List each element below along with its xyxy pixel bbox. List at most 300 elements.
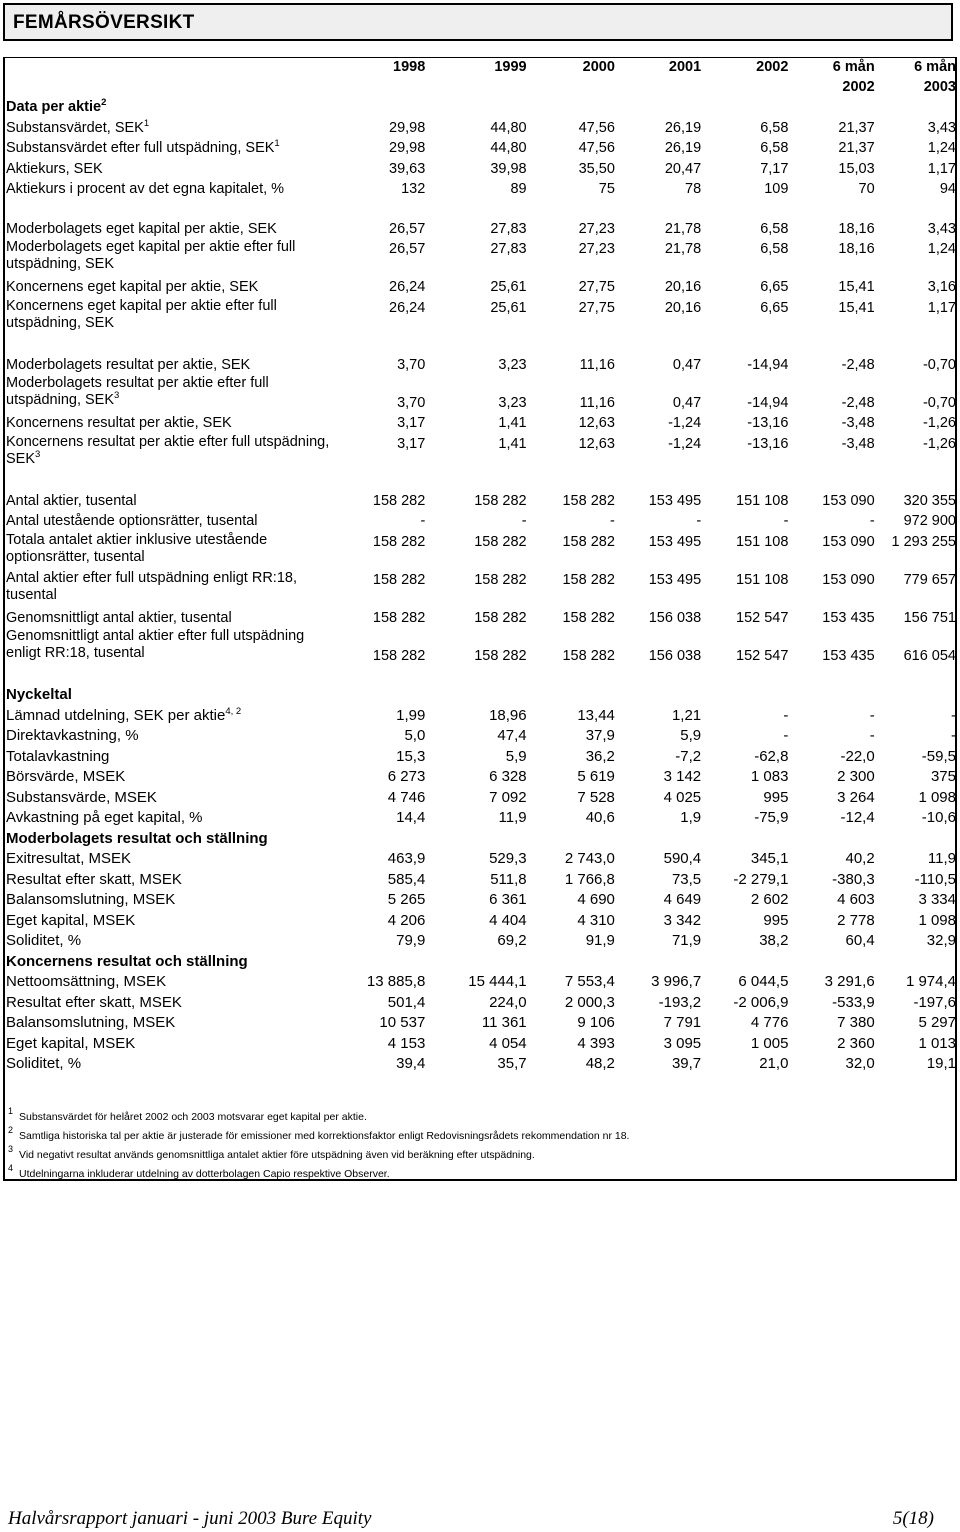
cell-value: 25,61: [490, 279, 527, 295]
page-title: FEMÅRSÖVERSIKT: [13, 12, 195, 33]
cell-value: -14,94: [747, 356, 789, 373]
cell-value: 5,0: [404, 727, 426, 744]
cell-value: 1 083: [750, 768, 789, 785]
cell-value: 3 334: [918, 891, 956, 908]
cell-value: 21,78: [664, 241, 702, 257]
footnote: [8, 1108, 948, 1127]
column-header-line2: 2002: [842, 79, 875, 95]
spacer-row: [6, 666, 956, 685]
cell-value: 18,96: [489, 706, 527, 724]
cell-value: 18,16: [838, 241, 875, 257]
cell-value: 1,99: [396, 706, 426, 724]
footnote-text: Substansvärdet för helåret 2002 och 2003 motsvarar eget kapital per aktie.: [19, 1111, 367, 1123]
cell-value: 3,23: [498, 356, 527, 373]
cell-value: 153 495: [648, 492, 702, 509]
table-row: [6, 1054, 956, 1075]
cell-value: -12,4: [840, 809, 875, 826]
row-label-text: Moderbolagets eget kapital per aktie efter full utspädning, SEK: [6, 239, 296, 272]
cell-value: 18,16: [838, 220, 875, 237]
row-label-text: Aktiekurs, SEK: [6, 160, 103, 177]
row-label: [6, 608, 346, 629]
cell-value: 152 547: [736, 648, 789, 664]
row-label: [6, 532, 346, 570]
row-label: [6, 413, 346, 434]
cell-value: 5 265: [387, 891, 426, 908]
column-header-line1: 6 mån: [914, 59, 956, 75]
cell-value: 11,9: [927, 850, 956, 867]
footnote-number: 4: [8, 1163, 14, 1173]
cell-value: 12,63: [578, 415, 615, 431]
row-label-text: Eget kapital, MSEK: [6, 911, 136, 929]
table-row: [6, 491, 956, 512]
cell-value: -2,48: [841, 356, 875, 373]
cell-value: 29,98: [389, 140, 426, 156]
row-label-text: Moderbolagets resultat per aktie efter full utspädning, SEK: [6, 375, 269, 408]
row-label: [6, 972, 346, 993]
cell-value: -: [869, 727, 875, 744]
footnote-text: Vid negativt resultat används genomsnittliga antalet aktier före utspädning även vid beräkning efter utspädning.: [19, 1149, 535, 1161]
row-label: [6, 747, 346, 768]
cell-value: 26,19: [664, 119, 702, 136]
table-row: [6, 298, 956, 336]
cell-value: 151 108: [736, 533, 789, 550]
cell-value: 501,4: [387, 993, 426, 1011]
cell-value: 1,24: [927, 241, 956, 257]
cell-value: 38,2: [759, 932, 789, 949]
cell-value: 0,47: [672, 395, 702, 411]
cell-value: 4 404: [489, 911, 527, 929]
cell-value: 1,17: [927, 160, 956, 177]
cell-value: -: [420, 513, 426, 529]
footnote-text: Utdelningarna inkluderar utdelning av dotterbolagen Capio respektive Observer.: [19, 1168, 390, 1180]
cell-value: 1,21: [671, 706, 702, 724]
section-heading: [6, 97, 956, 118]
cell-value: 1,24: [927, 140, 956, 156]
table-row: [6, 219, 956, 240]
cell-value: 4 746: [387, 788, 426, 806]
section-heading: [6, 685, 956, 706]
cell-value: 26,57: [389, 241, 426, 257]
footnote-ref: 2: [101, 97, 107, 109]
cell-value: -10,6: [921, 809, 956, 826]
cell-value: 2 743,0: [564, 850, 615, 867]
cell-value: 3 095: [663, 1034, 702, 1052]
cell-value: -: [696, 513, 702, 529]
section-heading-text: Data per aktie: [6, 99, 102, 115]
footnote-ref: 3: [114, 390, 120, 402]
cell-value: 37,9: [585, 727, 615, 744]
cell-value: 19,1: [926, 1055, 956, 1072]
cell-value: 4 690: [577, 891, 615, 908]
cell-value: -13,16: [747, 415, 789, 431]
cell-value: -1,26: [922, 435, 956, 452]
cell-value: 2 778: [837, 911, 875, 929]
row-label: [6, 179, 346, 200]
cell-value: -3,48: [841, 435, 875, 452]
table-row: [6, 706, 956, 727]
spacer-row: [6, 336, 956, 355]
row-label-text: Nettoomsättning, MSEK: [6, 973, 167, 990]
cell-value: 158 282: [474, 492, 527, 509]
cell-value: -2 279,1: [733, 870, 789, 888]
cell-value: -22,0: [840, 747, 875, 765]
cell-value: 70: [858, 181, 875, 197]
spacer: [6, 336, 956, 355]
cell-value: 6,58: [760, 119, 789, 136]
cell-value: 345,1: [750, 850, 789, 867]
cell-value: 11,16: [579, 356, 615, 373]
row-label-text: Substansvärde, MSEK: [6, 788, 157, 806]
column-header: [875, 57, 956, 97]
row-label: [6, 706, 346, 727]
cell-value: 529,3: [489, 850, 527, 867]
cell-value: -2,48: [841, 395, 875, 411]
column-header: [527, 57, 615, 97]
table-row: [6, 570, 956, 608]
cell-value: -14,94: [747, 395, 789, 411]
cell-value: -: [869, 706, 875, 724]
cell-value: 158 282: [562, 609, 615, 626]
cell-value: 15,41: [838, 279, 875, 295]
table-row: [6, 993, 956, 1014]
cell-value: -0,70: [922, 395, 956, 411]
section-heading-text: Nyckeltal: [6, 686, 72, 703]
cell-value: 3 142: [663, 768, 702, 785]
footnote-ref: 1: [274, 138, 280, 150]
footer-page-number: 5(18): [892, 1508, 934, 1529]
row-label: [6, 993, 346, 1014]
row-label: [6, 849, 346, 870]
cell-value: 995: [763, 788, 789, 806]
column-header: [615, 57, 701, 97]
section-heading-text: Koncernens resultat och ställning: [6, 952, 248, 970]
table-row: [6, 511, 956, 532]
cell-value: 13 885,8: [366, 973, 426, 990]
row-label: [6, 375, 346, 413]
footnotes: [8, 1108, 948, 1184]
row-label: [6, 511, 346, 532]
cell-value: 20,16: [664, 299, 702, 316]
spacer-row: [6, 472, 956, 491]
row-label-text: Antal utestående optionsrätter, tusental: [6, 513, 258, 529]
row-label-text: Substansvärdet, SEK: [6, 119, 144, 136]
cell-value: 153 435: [822, 609, 875, 626]
row-label-text: Resultat efter skatt, MSEK: [6, 870, 182, 888]
column-header-line1: 2000: [582, 59, 615, 75]
cell-value: 26,19: [664, 140, 702, 156]
cell-value: 158 282: [372, 648, 426, 664]
cell-value: 69,2: [497, 932, 527, 949]
cell-value: 4 393: [577, 1034, 615, 1052]
row-label: [6, 298, 346, 336]
row-label: [6, 726, 346, 747]
cell-value: 6 044,5: [738, 973, 789, 990]
row-label-text: Koncernens resultat per aktie efter full utspädning, SEK: [6, 433, 330, 467]
table-row: [6, 118, 956, 139]
cell-value: -193,2: [658, 993, 702, 1011]
cell-value: 158 282: [372, 533, 426, 550]
cell-value: 616 054: [903, 648, 956, 664]
cell-value: 27,23: [578, 241, 615, 257]
section-heading: [6, 829, 956, 850]
footnote-ref: 1: [143, 117, 150, 129]
cell-value: 3,70: [397, 395, 426, 411]
column-header-line1: 2001: [668, 59, 702, 75]
table-row: [6, 277, 956, 298]
column-header-line2: 2003: [923, 79, 956, 95]
cell-value: 1,17: [927, 299, 956, 316]
cell-value: 32,9: [926, 932, 956, 949]
cell-value: 1 293 255: [891, 533, 956, 550]
cell-value: 47,4: [497, 727, 527, 744]
section-heading-text: Moderbolagets resultat och ställning: [6, 829, 268, 847]
cell-value: -533,9: [832, 993, 875, 1011]
cell-value: 158 282: [372, 609, 426, 626]
row-label-text: Koncernens eget kapital per aktie, SEK: [6, 279, 259, 295]
cell-value: 10 537: [379, 1014, 426, 1031]
cell-value: 132: [401, 181, 426, 197]
cell-value: 5,9: [680, 727, 702, 744]
cell-value: 7 528: [577, 788, 615, 806]
cell-value: 1 098: [918, 788, 956, 806]
cell-value: 153 090: [822, 492, 875, 509]
cell-value: 47,56: [578, 140, 615, 156]
cell-value: 73,5: [671, 870, 702, 888]
cell-value: -62,8: [754, 747, 789, 765]
cell-value: 153 435: [822, 648, 875, 664]
cell-value: 35,50: [578, 160, 615, 177]
cell-value: 47,56: [578, 119, 615, 136]
cell-value: 60,4: [845, 932, 875, 949]
cell-value: 3 264: [837, 788, 875, 806]
cell-value: -2 006,9: [733, 993, 789, 1011]
row-label: [6, 870, 346, 891]
footer-report-title: Halvårsrapport januari - juni 2003 Bure Equity: [8, 1508, 372, 1529]
row-label: [6, 355, 346, 376]
row-label-text: Koncernens eget kapital per aktie efter full utspädning, SEK: [6, 297, 277, 331]
cell-value: 153 495: [648, 571, 702, 588]
table-row: [6, 931, 956, 952]
table-row: [6, 239, 956, 277]
row-label-text: Börsvärde, MSEK: [6, 768, 126, 785]
footnote: [8, 1165, 948, 1184]
cell-value: -0,70: [922, 356, 956, 373]
cell-value: 26,24: [389, 279, 426, 295]
row-label-text: Aktiekurs i procent av det egna kapitalet, %: [6, 181, 285, 197]
row-label-text: Resultat efter skatt, MSEK: [6, 993, 182, 1011]
cell-value: 153 090: [822, 571, 875, 588]
cell-value: 6,58: [760, 220, 789, 237]
row-label: [6, 788, 346, 809]
column-header: [425, 57, 526, 97]
cell-value: 4 054: [489, 1034, 527, 1052]
table-row: [6, 972, 956, 993]
cell-value: 7 553,4: [564, 973, 615, 990]
cell-value: -380,3: [832, 870, 875, 888]
table-row: [6, 788, 956, 809]
cell-value: -: [783, 513, 789, 529]
cell-value: 11,9: [498, 809, 527, 826]
cell-value: 6,58: [760, 241, 789, 257]
cell-value: -110,5: [914, 870, 956, 888]
cell-value: -: [610, 513, 615, 529]
cell-value: 5 297: [918, 1014, 956, 1031]
row-label-text: Antal aktier efter full utspädning enligt RR:18, tusental: [6, 569, 297, 603]
cell-value: 7 380: [837, 1014, 875, 1031]
table-row: [6, 628, 956, 666]
row-label-text: Moderbolagets resultat per aktie, SEK: [6, 356, 251, 373]
cell-value: 156 038: [648, 609, 702, 626]
cell-value: 995: [763, 911, 789, 929]
cell-value: 0,47: [672, 356, 702, 373]
cell-value: -75,9: [754, 809, 789, 826]
cell-value: 151 108: [736, 571, 789, 588]
cell-value: -59,5: [921, 747, 956, 765]
footnote: [8, 1127, 948, 1146]
column-header: [788, 57, 874, 97]
cell-value: 158 282: [372, 571, 426, 588]
cell-value: 7 092: [489, 788, 527, 806]
cell-value: 1 098: [918, 911, 956, 929]
cell-value: 32,0: [845, 1055, 875, 1072]
footnote-number: 1: [8, 1106, 14, 1116]
cell-value: 6 273: [387, 768, 426, 785]
row-label-text: Soliditet, %: [6, 932, 82, 949]
row-label: [6, 118, 346, 139]
row-label: [6, 159, 346, 180]
table-row: [6, 870, 956, 891]
cell-value: 15,41: [838, 299, 875, 316]
section-heading-row: [6, 97, 956, 118]
cell-value: 27,83: [490, 220, 527, 237]
cell-value: 94: [939, 181, 956, 197]
cell-value: 39,98: [490, 160, 527, 177]
column-header-line1: 2002: [756, 59, 789, 75]
cell-value: 1,9: [680, 809, 702, 826]
cell-value: 158 282: [562, 648, 615, 664]
cell-value: 1,41: [498, 415, 527, 431]
cell-value: 511,8: [490, 870, 527, 888]
cell-value: 972 900: [903, 513, 956, 529]
cell-value: 44,80: [490, 140, 527, 156]
table-row: [6, 375, 956, 413]
row-label-text: Direktavkastning, %: [6, 727, 139, 744]
table-row: [6, 747, 956, 768]
cell-value: 14,4: [396, 809, 426, 826]
cell-value: 3,23: [498, 395, 527, 411]
row-label-text: Genomsnittligt antal aktier efter full utspädning enligt RR:18, tusental: [6, 628, 305, 661]
footnote: [8, 1146, 948, 1165]
row-label: [6, 219, 346, 240]
cell-value: 6,65: [760, 279, 789, 295]
row-label-text: Antal aktier, tusental: [6, 492, 137, 509]
cell-value: 40,2: [845, 850, 875, 867]
cell-value: 3 996,7: [651, 973, 702, 990]
table-row: [6, 808, 956, 829]
cell-value: 3,17: [397, 435, 426, 452]
table-row: [6, 532, 956, 570]
row-label-text: Totalavkastning: [6, 747, 110, 765]
cell-value: 36,2: [585, 747, 615, 765]
row-label-text: Totala antalet aktier inklusive utestående optionsrätter, tusental: [6, 531, 268, 565]
cell-value: 1 974,4: [905, 973, 956, 990]
footnote-text: Samtliga historiska tal per aktie är justerade för emissioner med korrektionsfaktor enligt Redovisningsrådets rekommendation nr 18.: [19, 1130, 630, 1142]
cell-value: 40,6: [585, 809, 615, 826]
cell-value: 320 355: [903, 492, 956, 509]
cell-value: 9 106: [577, 1014, 615, 1031]
row-label: [6, 767, 346, 788]
column-header-line1: 1998: [393, 59, 426, 75]
cell-value: -1,24: [668, 435, 702, 452]
section-heading: [6, 952, 956, 973]
cell-value: 27,75: [578, 299, 615, 316]
cell-value: -: [521, 513, 527, 529]
cell-value: 1,41: [498, 435, 527, 452]
row-label-text: Eget kapital, MSEK: [6, 1034, 136, 1052]
cell-value: 224,0: [489, 993, 527, 1011]
table-row: [6, 179, 956, 200]
spacer: [6, 666, 956, 685]
cell-value: -13,16: [747, 435, 789, 452]
cell-value: 15,03: [838, 160, 875, 177]
cell-value: 779 657: [903, 571, 956, 588]
cell-value: 158 282: [562, 533, 615, 550]
row-label: [6, 890, 346, 911]
cell-value: 35,7: [497, 1055, 527, 1072]
row-label: [6, 931, 346, 952]
cell-value: 7 791: [663, 1014, 702, 1031]
column-header: [346, 57, 425, 97]
cell-value: 89: [510, 181, 527, 197]
title-box: [3, 3, 953, 41]
cell-value: 4 649: [663, 891, 702, 908]
cell-value: 20,16: [664, 279, 702, 295]
cell-value: 29,98: [389, 119, 426, 136]
cell-value: 3 342: [663, 911, 702, 929]
cell-value: 15 444,1: [468, 973, 527, 990]
row-label-text: Soliditet, %: [6, 1055, 82, 1072]
column-header: [701, 57, 788, 97]
row-label-text: Moderbolagets eget kapital per aktie, SEK: [6, 220, 277, 237]
cell-value: 4 310: [577, 911, 615, 929]
table-row: [6, 413, 956, 434]
cell-value: 79,9: [396, 932, 426, 949]
cell-value: 3,43: [927, 119, 956, 136]
row-label: [6, 277, 346, 298]
row-label: [6, 491, 346, 512]
cell-value: 6,58: [760, 140, 789, 156]
table-row: [6, 767, 956, 788]
cell-value: 26,57: [389, 220, 426, 237]
cell-value: 3 291,6: [824, 973, 875, 990]
row-label-text: Genomsnittligt antal aktier, tusental: [6, 609, 232, 626]
cell-value: 590,4: [663, 850, 702, 867]
cell-value: 11 361: [481, 1014, 527, 1031]
cell-value: 5,9: [505, 747, 527, 765]
cell-value: 158 282: [474, 571, 527, 588]
cell-value: 153 090: [822, 533, 875, 550]
cell-value: 158 282: [372, 492, 426, 509]
cell-value: 151 108: [736, 492, 789, 509]
cell-value: 12,63: [578, 435, 615, 452]
header-spacer: [6, 57, 346, 97]
footnote-ref: 4, 2: [225, 705, 242, 717]
cell-value: 6 361: [489, 891, 527, 908]
spacer-row: [6, 200, 956, 219]
row-label-text: Balansomslutning, MSEK: [6, 891, 176, 908]
cell-value: 158 282: [562, 492, 615, 509]
table-row: [6, 890, 956, 911]
